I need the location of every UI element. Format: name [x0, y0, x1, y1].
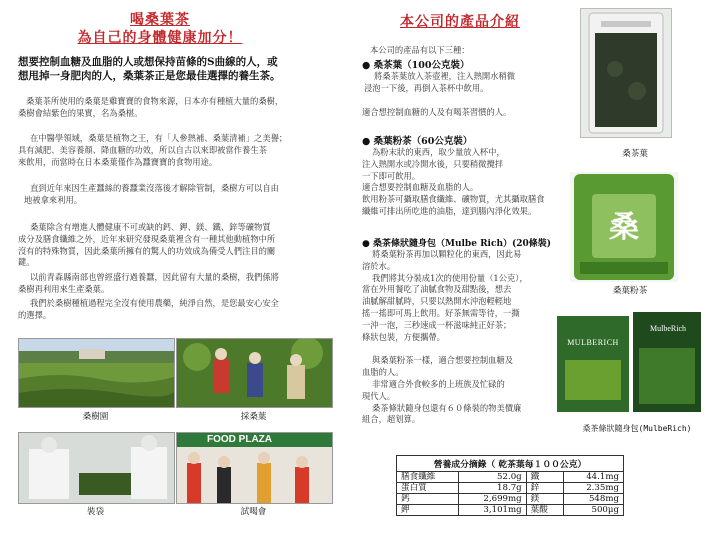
product-line: 搖一搖即可馬上飲用。好茶無需等待，一撕 — [362, 307, 520, 318]
nutrient-value: 18.7g — [459, 483, 527, 494]
product-1-note: 適合想控制血糖的人及有喝茶習慣的人。 — [362, 106, 512, 117]
nutrient-name: 鋅 — [526, 483, 563, 494]
para-line: 來飲用，而當時在日本桑葉僅作為蠶寶寶的食物用途。 — [18, 156, 218, 167]
packing-illustration — [19, 433, 174, 503]
product-2-block — [362, 133, 577, 218]
nutrient-name: 蛋白質 — [397, 483, 459, 494]
caption-leaf-powder: 桑葉粉茶 — [612, 286, 648, 296]
intro-text: 本公司的產品有以下三種： — [370, 45, 470, 55]
product-line: 飲用粉茶可攝取膳食纖維、礦物質，尤其攝取膳食 — [362, 194, 545, 205]
product-line: 現代人。 — [362, 390, 396, 401]
nutrient-value: 3,101mg — [459, 505, 527, 516]
product-line: 一下即可飲用。 — [362, 170, 421, 181]
paragraph-1 — [18, 96, 340, 120]
para-line: 桑葉除含有增進人體健康不可或缺的鈣、鉀、鎂、鐵、鋅等礦物質 — [30, 222, 271, 232]
tea-leaf-package-image — [580, 8, 672, 138]
para-line: 直到近年來因生產蠶絲的養蠶業沒落後才解除管制，桑樹方可以自由 — [30, 183, 279, 193]
caption-tea-leaf: 桑茶葉 — [622, 149, 648, 159]
product-2-head: ● 桑葉粉茶（60公克裝） — [362, 136, 473, 147]
product-3-body — [362, 249, 577, 343]
left-title-line1: 喝桑葉茶 — [130, 12, 190, 28]
right-title: 本公司的產品介紹 — [400, 14, 520, 30]
mulberich-package-image — [555, 308, 705, 416]
product-line: 我們將其分裝成1次的使用份量（1公克）， — [372, 272, 528, 283]
nutrient-value: 44.1mg — [564, 472, 624, 483]
product-line: 組合，超划算。 — [362, 414, 421, 425]
nutrient-value: 2,699mg — [459, 494, 527, 505]
para-line: 桑樹再利用來生產桑葉。 — [18, 283, 110, 294]
product-line: 將桑葉粉茶再加以顆粒化的東西，因此易 — [372, 249, 522, 259]
para-line: 桑葉茶所使用的桑葉是雞寶寶的食物來源，日本亦有種植大量的桑樹， — [26, 96, 284, 106]
product-3-title: 桑茶條狀隨身包（Mulbe Rich）(20條裝) — [373, 239, 552, 249]
lead-text — [18, 55, 338, 83]
paragraph-4 — [18, 222, 340, 269]
product-1-block — [362, 57, 577, 118]
nutrition-title: 營養成分摘錄（ 乾茶葉每１００公克） — [397, 456, 624, 472]
paragraph-6 — [18, 298, 340, 322]
food-plaza-sign: FOOD PLAZA — [207, 434, 272, 445]
nutrient-value: 2.35mg — [564, 483, 624, 494]
caption-field: 桑樹園 — [82, 412, 109, 422]
product-2-body — [362, 147, 577, 218]
table-row — [397, 505, 624, 516]
product-line: 當在外用餐吃了油膩食物及甜點後，想去 — [362, 284, 512, 295]
nutrient-name: 鈣 — [397, 494, 459, 505]
para-line: 的選擇。 — [18, 309, 52, 320]
product-line: 纖維可排出所吃進的油脂，達到腸內淨化效果。 — [362, 205, 537, 216]
product-1-head: ● 桑茶葉（100公克裝） — [362, 60, 470, 71]
nutrient-value: 548mg — [564, 494, 624, 505]
picking-illustration — [177, 339, 332, 407]
para-line: 我們於桑樹種植過程完全沒有使用農藥，純淨自然，是您最安心安全 — [30, 298, 279, 308]
packing-photo — [18, 432, 175, 504]
paragraph-3 — [18, 183, 340, 207]
products-intro — [364, 45, 574, 57]
left-title-line2: 為自己的身體健康加分！ — [77, 30, 243, 46]
para-line: 在中醫學領域，桑葉是植物之王，有「人參熱補、桑葉清補」之美譽； — [30, 133, 288, 143]
lead-line: 想要控制血糖及血脂的人或想保持苗條的S曲線的人，或 — [18, 56, 278, 68]
table-row — [397, 494, 624, 505]
product-line: 與桑葉粉茶一樣，適合想要控制血糖及 — [372, 355, 514, 366]
mulberry-field-photo — [18, 338, 175, 408]
product-line: 非常適合外食較多的上班族及忙碌的 — [372, 378, 505, 389]
nutrition-table — [396, 455, 624, 516]
product-line: 將桑茶葉放入茶壺裡，注入熱開水稍微 — [374, 71, 516, 81]
nutrient-name: 葉酸 — [526, 505, 563, 516]
caption-packing: 裝袋 — [86, 507, 105, 517]
nutrient-name: 鎂 — [526, 494, 563, 505]
tasting-event-photo — [176, 432, 333, 504]
nutrient-name: 膳食纖維 — [397, 472, 459, 483]
mulberich-box-label: MULBERICH — [567, 338, 619, 347]
caption-tasting: 試喝會 — [240, 507, 267, 517]
nutrient-name: 鐵 — [526, 472, 563, 483]
product-2-title: 桑葉粉茶（60公克裝） — [373, 136, 473, 147]
product-1-title: 桑茶葉（100公克裝） — [373, 60, 470, 71]
product-line: 適合想要控制血糖及血脂的人。 — [362, 182, 479, 193]
product-3-head: ● 桑茶條狀隨身包（Mulbe Rich）(20條裝) — [362, 239, 552, 249]
para-line: 地被拿來利用。 — [24, 194, 83, 205]
product-line: 血脂的人。 — [362, 367, 404, 378]
table-row — [397, 483, 624, 494]
product-3-notes — [362, 355, 577, 426]
product-3-block — [362, 236, 577, 426]
product-line: 桑茶條狀隨身包還有６０條裝的物美價廉 — [372, 402, 522, 413]
lead-line: 想甩掉一身肥肉的人，桑葉茶正是您最佳選擇的養生茶。 — [18, 70, 281, 82]
powder-package-label: 桑 — [609, 210, 639, 245]
caption-picking: 採桑葉 — [240, 412, 267, 422]
picking-leaves-photo — [176, 338, 333, 408]
table-row — [397, 472, 624, 483]
field-illustration — [19, 339, 174, 407]
para-line: 桑樹會結紫色的果實，名為桑椹。 — [18, 107, 143, 118]
product-line: 油膩解甜膩時，只要以熱開水沖泡輕輕地 — [362, 296, 512, 307]
nutrition-table-wrap — [396, 455, 624, 516]
product-line: 注入熱開水或冷開水後，只要稍微攪拌 — [362, 158, 504, 169]
caption-mulberich: 桑茶條狀隨身包(MulbeRich) — [582, 424, 692, 433]
nutrient-name: 鉀 — [397, 505, 459, 516]
product-line: 條狀包裝，方便攜帶。 — [362, 331, 445, 342]
mulberich-box-label-2: MulbeRich — [650, 324, 686, 333]
tea-leaf-bag-illustration — [581, 9, 671, 137]
product-line: 浸泡一下後，再倒入茶杯中飲用。 — [364, 82, 489, 93]
product-line: 一沖一泡，三秒速成一杯滋味純正好茶； — [362, 319, 512, 330]
product-line: 溶於水。 — [362, 260, 396, 271]
paragraph-2 — [18, 133, 340, 168]
para-line: 以前青森縣南部也曾經盛行過養蠶，因此留有大量的桑樹，我們係將 — [30, 272, 279, 282]
para-line: 具有減肥、美容養顏、降血糖的功效，所以自古以來即被當作養生茶 — [18, 144, 267, 155]
para-line: 沒有的特殊物質，因此桑葉所擁有的驚人的功效成為備受人們注目的關 — [18, 245, 276, 256]
nutrient-value: 52.0g — [459, 472, 527, 483]
paragraph-5 — [18, 272, 340, 296]
product-line: 為粉末狀的東西，取少量放入杯中， — [372, 147, 505, 157]
para-line: 鍵。 — [18, 257, 35, 268]
leaf-powder-package-image — [570, 172, 678, 282]
nutrient-value: 500μg — [564, 505, 624, 516]
para-line: 成分及膳食纖維之外，近年來研究發現桑葉裡含有一種其他動植物中所 — [18, 233, 276, 244]
product-1-body — [362, 71, 577, 95]
